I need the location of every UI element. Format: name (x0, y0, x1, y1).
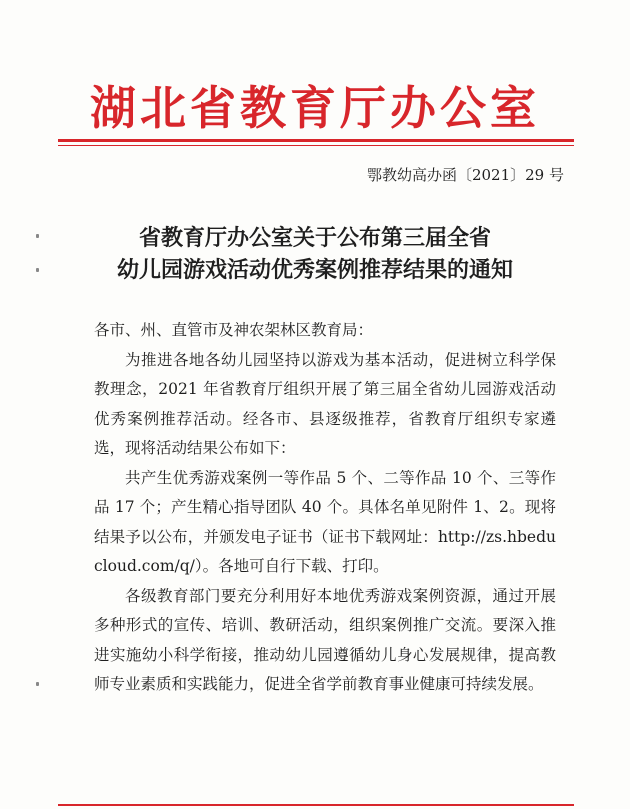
salutation: 各市、州、直管市及神农架林区教育局： (94, 321, 374, 339)
document-number: 鄂教幼高办函〔2021〕29 号 (366, 166, 564, 184)
body-paragraph-1: 为推进各地各幼儿园坚持以游戏为基本活动，促进树立科学保教理念，2021 年省教育厅组织开展了第三届全省幼儿园游戏活动优秀案例推荐活动。经各市、县逐级推荐，省教育厅组织专家遴选，现将活动结果公布如下： (94, 350, 556, 457)
header-red-rule-thin (58, 145, 574, 146)
document-title-line-2: 幼儿园游戏活动优秀案例推荐结果的通知 (116, 257, 513, 283)
scan-mark (36, 682, 39, 686)
body-paragraph-2: 共产生优秀游戏案例一等作品 5 个、二等作品 10 个、三等作品 17 个；产生精心指导团队 40 个。具体名单见附件 1、2。现将结果予以公布，并颁发电子证书（证书下载网址：http://zs.hbeducloud.com/q/）。各地可自行下载、打印。 (94, 468, 556, 575)
header-red-rule-thick (58, 139, 574, 142)
body-paragraph-3: 各级教育部门要充分利用好本地优秀游戏案例资源，通过开展多种形式的宣传、培训、教研活动，组织案例推广交流。要深入推进实施幼小科学衔接，推动幼儿园遵循幼儿身心发展规律，提高教师专业素质和实践能力，促进全省学前教育事业健康可持续发展。 (94, 586, 556, 693)
footer-red-rule (58, 804, 574, 806)
scan-mark (36, 268, 39, 272)
issuing-office-header: 湖北省教育厅办公室 (90, 81, 540, 135)
document-body (94, 316, 556, 700)
scan-mark (36, 234, 39, 238)
document-title (0, 222, 630, 286)
document-title-line-1: 省教育厅办公室关于公布第三届全省 (138, 225, 491, 251)
